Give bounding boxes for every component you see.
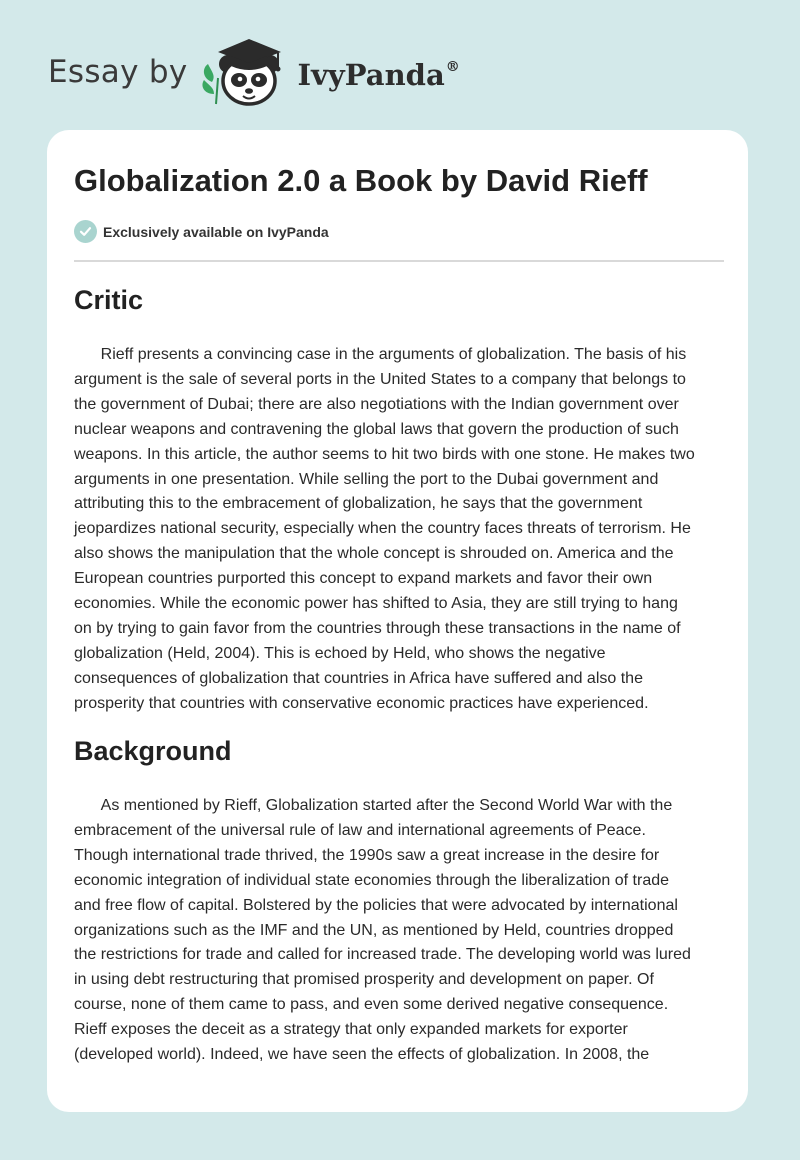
paragraph-line: embracement of the universal rule of law and international agreements of Peace. xyxy=(74,821,646,839)
checkmark-glyph xyxy=(79,225,92,238)
paragraph-line: also shows the manipulation that the whole concept is shrouded on. America and the xyxy=(74,545,674,563)
paragraph-line: in using debt restructuring that promised prosperity and development on paper. Of xyxy=(74,971,654,989)
essay-title: Globalization 2.0 a Book by David Rieff xyxy=(74,163,648,198)
paragraph-line: the restrictions for trade and called for increased trade. The developing world was lured xyxy=(74,946,691,964)
section-heading-critic: Critic xyxy=(74,285,144,315)
paragraph-line: course, none of them came to pass, and even some derived negative consequence. xyxy=(74,996,669,1014)
paragraph-line: economies. While the economic power has shifted to Asia, they are still trying to hang xyxy=(74,595,678,613)
paragraph-line: prosperity that countries with conservative economic practices have experienced. xyxy=(74,694,649,712)
paragraph-line: nuclear weapons and contravening the global laws that govern the production of such xyxy=(74,420,679,438)
site-header xyxy=(48,34,460,110)
paragraph-line: the government of Dubai; there are also negotiations with the Indian government over xyxy=(74,395,679,413)
title-divider xyxy=(74,260,724,262)
paragraph-line: Though international trade thrived, the 1990s saw a great increase in the desire for xyxy=(74,846,660,864)
paragraph-line: European countries purported this concept to expand markets and favor their own xyxy=(74,570,653,588)
paragraph-line: attributing this to the embracement of globalization, he says that the government xyxy=(74,495,643,513)
paragraph-line: jeopardizes national security, especially when the country faces threats of terrorism. He xyxy=(74,520,691,538)
paragraph-line: argument is the sale of several ports in the United States to a company that belongs to xyxy=(74,370,686,388)
paragraph-line: organizations such as the IMF and the UN, as mentioned by Held, countries dropped xyxy=(74,921,674,939)
paragraph-line: arguments in one presentation. While selling the port to the Dubai government and xyxy=(74,470,659,488)
paragraph-line: consequences of globalization that countries in Africa have suffered and also the xyxy=(74,669,643,687)
section-heading-background: Background xyxy=(74,736,232,766)
paragraph-line: and free flow of capital. Bolstered by the policies that were advocated by international xyxy=(74,896,678,914)
paragraph-line: globalization (Held, 2004). This is echoed by Held, who shows the negative xyxy=(74,644,606,662)
background-paragraph xyxy=(74,794,724,1068)
paragraph-line: Rieff exposes the deceit as a strategy that only expanded markets for exporter xyxy=(74,1021,628,1039)
paragraph-line: economic integration of individual state economies through the liberalization of trade xyxy=(74,871,670,889)
check-circle-icon xyxy=(74,220,97,243)
brand-name[interactable] xyxy=(298,58,460,92)
exclusive-badge-label: Exclusively available on IvyPanda xyxy=(103,223,329,240)
paragraph-line: Rieff presents a convincing case in the arguments of globalization. The basis of his xyxy=(74,346,687,363)
brand-label: IvyPanda xyxy=(297,58,445,92)
essay-card xyxy=(47,130,748,1112)
trademark-symbol: ® xyxy=(445,59,460,75)
paragraph-line: on by trying to gain favor from the countries through these transactions in the name of xyxy=(74,619,681,637)
paragraph-line: As mentioned by Rieff, Globalization started after the Second World War with the xyxy=(74,797,673,814)
essay-by-label: Essay by xyxy=(48,54,188,90)
panda-graduate-icon[interactable] xyxy=(198,34,294,110)
critic-paragraph xyxy=(74,343,724,717)
paragraph-line: weapons. In this article, the author seems to hit two birds with one stone. He makes two xyxy=(74,445,695,463)
exclusive-badge xyxy=(74,220,329,243)
paragraph-line: (developed world). Indeed, we have seen the effects of globalization. In 2008, the xyxy=(74,1046,650,1064)
